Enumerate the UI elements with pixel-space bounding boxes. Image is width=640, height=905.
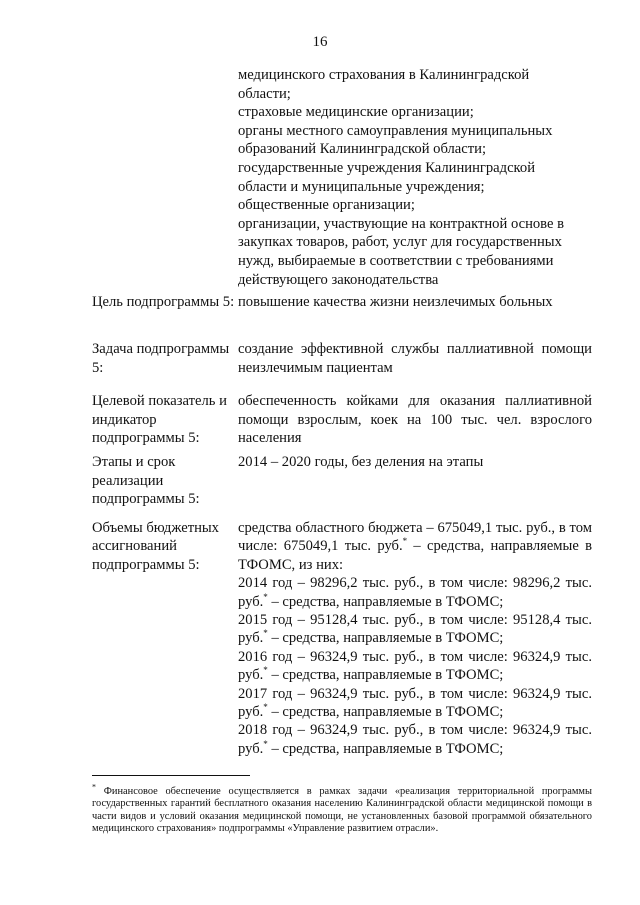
budget-year-2017 — [238, 685, 592, 722]
budget-year-note: – средства, направляемые в ТФОМС; — [267, 704, 504, 721]
task-value: создание эффективной службы паллиативной помощи неизлечимым пациентам — [238, 341, 592, 376]
task-row — [92, 340, 592, 377]
footnote-ref: * — [263, 591, 268, 602]
budget-year-amount: 2018 год – 96324,9 тыс. руб., в том числе: 96324,9 тыс. руб. — [238, 722, 592, 757]
budget-year-note: – средства, направляемые в ТФОМС; — [267, 630, 504, 647]
intro-line: действующего законодательства — [238, 271, 439, 288]
budget-year-amount: 2015 год – 95128,4 тыс. руб., в том числе: 95128,4 тыс. руб. — [238, 612, 592, 647]
budget-year-amount: 2014 год – 98296,2 тыс. руб., в том числе: 98296,2 тыс. руб. — [238, 575, 592, 610]
goal-row — [92, 293, 592, 312]
budget-year-note: – средства, направляемые в ТФОМС; — [267, 667, 504, 684]
indicator-value: обеспеченность койками для оказания паллиативной помощи взрослым, коек на 100 тыс. чел. взрослого населения — [238, 393, 592, 447]
footnote-text: Финансовое обеспечение осуществляется в рамках задачи «реализация территориальной программы государственных гарантий бесплатного оказания населению Калининградской области медицинской помощи в части видов и условий оказания медицинской помощи, не установленных базовой программой обязательного медицинского страхования» подпрограммы «Управление развитием отрасли». — [92, 786, 592, 835]
budget-label: Объемы бюджетных ассигнований подпрограммы 5: — [92, 520, 219, 573]
intro-line: органы местного самоуправления муниципальных — [238, 122, 553, 139]
intro-line: медицинского страхования в Калининградской — [238, 67, 530, 83]
budget-year-note: – средства, направляемые в ТФОМС; — [267, 593, 504, 610]
footnote-ref: * — [263, 702, 268, 713]
budget-year-2015 — [238, 611, 592, 648]
intro-line: общественные организации; — [238, 197, 415, 214]
footnote-ref: * — [263, 628, 268, 639]
goal-label: Цель подпрограммы 5: — [92, 294, 235, 310]
stages-value: 2014 – 2020 годы, без деления на этапы — [238, 454, 484, 470]
page-number: 16 — [312, 34, 328, 50]
budget-row — [92, 519, 592, 758]
intro-line: нужд, выбираемые в соответствии с требованиями — [238, 252, 554, 269]
budget-year-amount: 2016 год – 96324,9 тыс. руб., в том числе: 96324,9 тыс. руб. — [238, 648, 592, 684]
footnote-mark: * — [92, 782, 96, 792]
footnote-ref: * — [402, 536, 408, 547]
budget-year-note: – средства, направляемые в ТФОМС; — [267, 740, 504, 757]
budget-total-amount: средства областного бюджета – 675049,1 тыс. руб., в том числе: 675049,1 тыс. руб. — [238, 520, 592, 555]
participants-list — [238, 66, 592, 289]
budget-total — [238, 519, 592, 574]
intro-line: образований Калининградской области; — [238, 141, 487, 158]
intro-line: области и муниципальные учреждения; — [238, 178, 485, 195]
indicator-row — [92, 392, 592, 448]
stages-row — [92, 453, 592, 509]
intro-line: организации, участвующие на контрактной основе в — [238, 215, 565, 232]
goal-value: повышение качества жизни неизлечимых больных — [238, 294, 553, 310]
intro-line: области; — [238, 85, 291, 102]
intro-line: страховые медицинские организации; — [238, 104, 474, 121]
intro-line: государственные учреждения Калининградской — [238, 159, 535, 176]
budget-total-note: – средства, направляемые в ТФОМС, из них: — [238, 538, 592, 573]
footnote-ref: * — [263, 665, 268, 676]
task-label: Задача подпрограммы 5: — [92, 341, 230, 376]
stages-label: Этапы и срок реализации подпрограммы 5: — [92, 454, 200, 508]
budget-year-amount: 2017 год – 96324,9 тыс. руб., в том числе: 96324,9 тыс. руб. — [238, 685, 592, 721]
footnote-ref: * — [263, 739, 268, 750]
intro-line: закупках товаров, работ, услуг для государственных — [238, 234, 562, 251]
budget-year-2018 — [238, 721, 592, 758]
indicator-label: Целевой показатель и индикатор подпрограммы 5: — [92, 393, 227, 447]
budget-year-2016 — [238, 648, 592, 685]
footnote-separator — [92, 775, 250, 776]
footnote — [92, 782, 592, 836]
budget-year-2014 — [238, 574, 592, 611]
budget-value — [238, 519, 592, 758]
